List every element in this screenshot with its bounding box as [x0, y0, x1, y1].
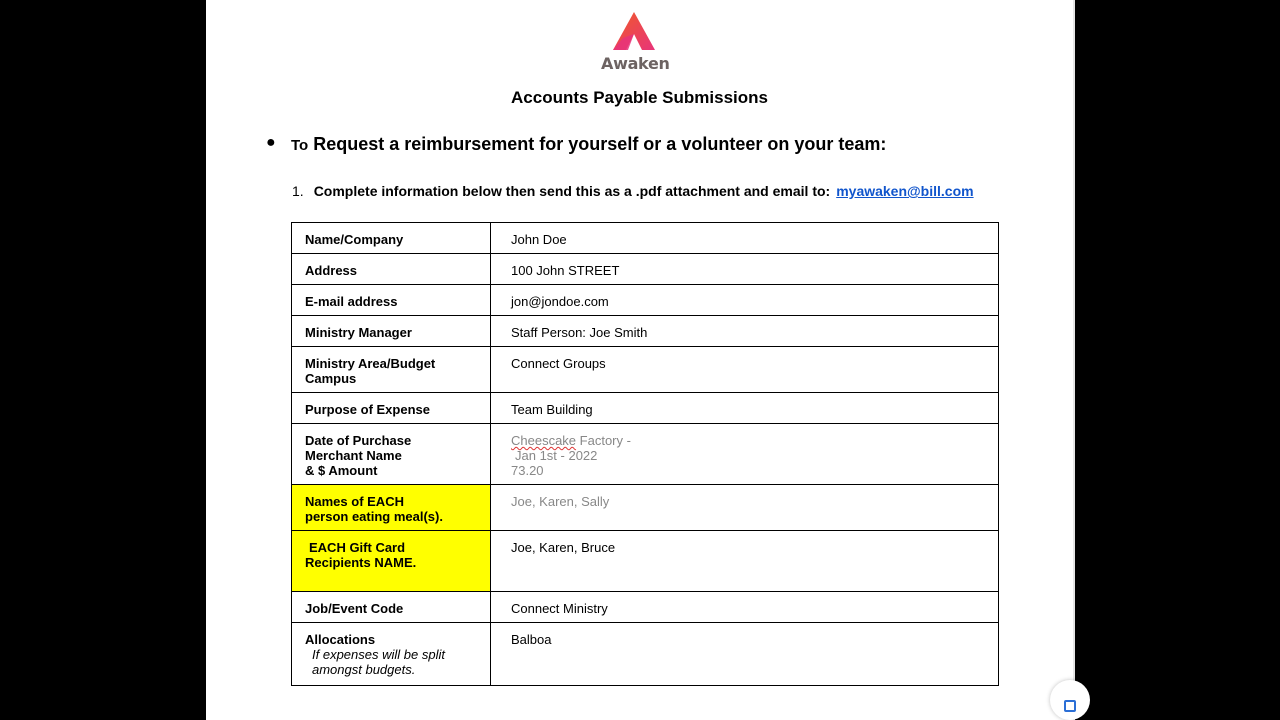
email-label: E-mail address [292, 285, 491, 316]
email-link[interactable]: myawaken@bill.com [836, 183, 974, 199]
purpose-label: Purpose of Expense [292, 393, 491, 424]
table-row [292, 347, 999, 393]
table-row [292, 485, 999, 531]
purchase-value[interactable]: Cheescake Factory - Jan 1st - 2022 73.20 [491, 424, 999, 485]
step-number: 1. [292, 183, 304, 199]
table-row [292, 623, 999, 686]
gift-value[interactable]: Joe, Karen, Bruce [491, 531, 999, 592]
area-value[interactable]: Connect Groups [491, 347, 999, 393]
names-value[interactable]: Joe, Karen, Sally [491, 485, 999, 531]
table-row [292, 393, 999, 424]
bullet-text: Request a reimbursement for yourself or a volunteer on your team: [308, 134, 887, 154]
area-label: Ministry Area/Budget Campus [292, 347, 491, 393]
table-row [292, 254, 999, 285]
floating-action-icon[interactable] [1050, 680, 1090, 720]
manager-label: Ministry Manager [292, 316, 491, 347]
awaken-logo [601, 12, 670, 74]
step-text: Complete information below then send this as a .pdf attachment and email to: [313, 183, 831, 199]
table-row [292, 531, 999, 592]
purpose-value[interactable]: Team Building [491, 393, 999, 424]
purchase-label: Date of Purchase Merchant Name & $ Amount [292, 424, 491, 485]
names-label: Names of EACH person eating meal(s). [292, 485, 491, 531]
address-value[interactable]: 100 John STREET [491, 254, 999, 285]
table-row [292, 592, 999, 623]
page-title: Accounts Payable Submissions [511, 88, 768, 107]
manager-value[interactable]: Staff Person: Joe Smith [491, 316, 999, 347]
bullet-dot-icon: ● [266, 134, 276, 151]
reimbursement-form-table [291, 222, 999, 686]
bullet-prefix: To [291, 137, 309, 154]
email-value[interactable]: jon@jondoe.com [491, 285, 999, 316]
table-row [292, 424, 999, 485]
table-row [292, 223, 999, 254]
logo-wordmark: Awaken [601, 54, 670, 73]
alloc-label: Allocations If expenses will be split amongst budgets. [292, 623, 491, 686]
alloc-value[interactable]: Balboa [491, 623, 999, 686]
page-edge [1073, 0, 1075, 720]
name-value[interactable]: John Doe [491, 223, 999, 254]
gift-label: EACH Gift Card Recipients NAME. [292, 531, 491, 592]
job-value[interactable]: Connect Ministry [491, 592, 999, 623]
step-instruction [292, 183, 974, 199]
table-row [292, 316, 999, 347]
table-row [292, 285, 999, 316]
job-label: Job/Event Code [292, 592, 491, 623]
address-label: Address [292, 254, 491, 285]
misspelled-word: Cheescake [511, 433, 577, 448]
name-label: Name/Company [292, 223, 491, 254]
awaken-logo-icon [611, 12, 657, 52]
